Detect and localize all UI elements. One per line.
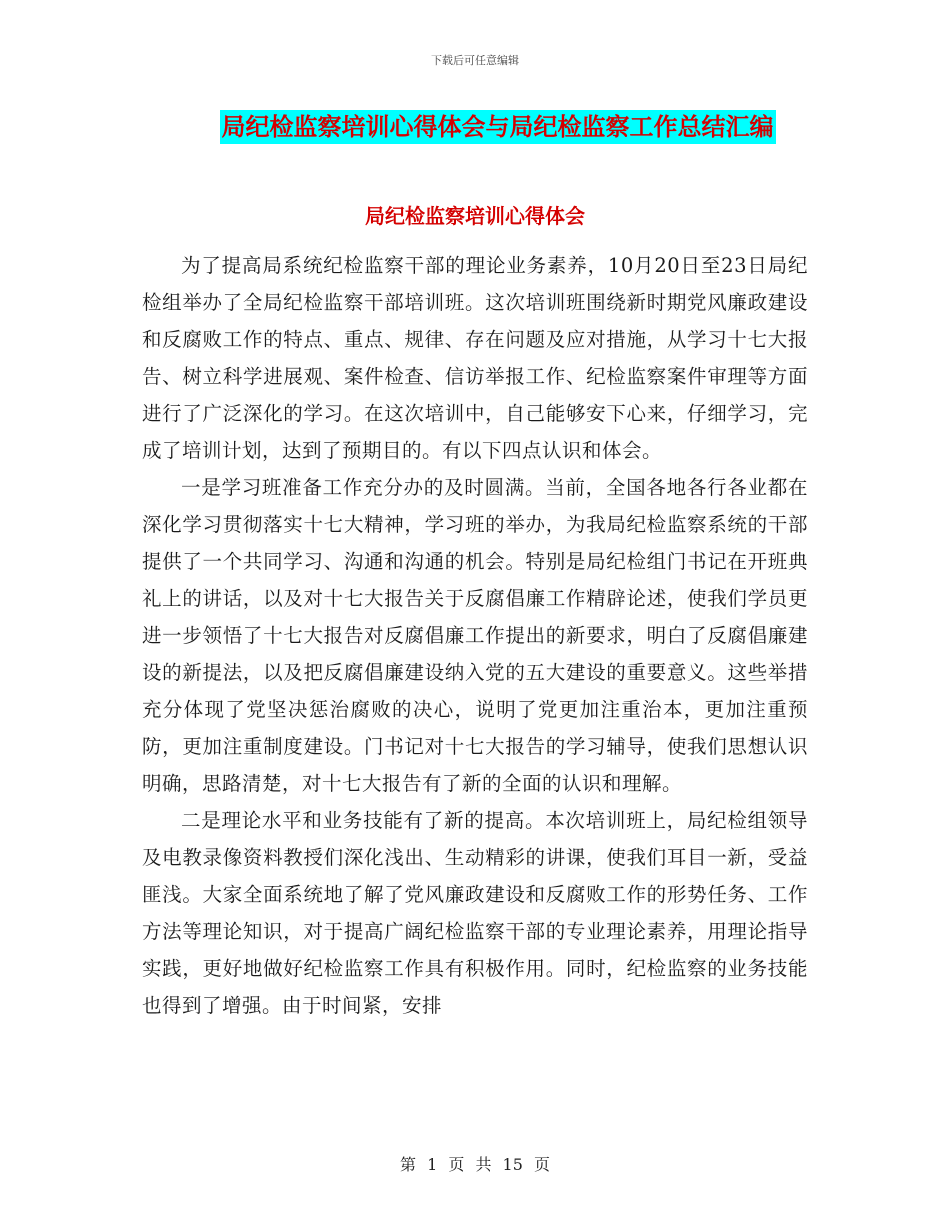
document-body — [142, 247, 808, 1024]
document-title: 局纪检监察培训心得体会与局纪检监察工作总结汇编 — [220, 110, 776, 144]
section-title: 局纪检监察培训心得体会 — [365, 204, 585, 228]
paragraph-3: 二是理论水平和业务技能有了新的提高。本次培训班上，局纪检组领导及电教录像资料教授们深化浅出、生动精彩的讲课，使我们耳目一新，受益匪浅。大家全面系统地了解了党风廉政建设和反腐败工作的形势任务、工作方法等理论知识，对于提高广阔纪检监察干部的专业理论素养，用理论指导实践，更好地做好纪检监察工作具有积极作用。同时，纪检监察的业务技能也得到了增强。由于时间紧，安排 — [142, 809, 808, 1017]
document-title-container — [0, 110, 950, 144]
paragraph-2: 一是学习班准备工作充分办的及时圆满。当前，全国各地各行各业都在深化学习贯彻落实十七大精神，学习班的举办，为我局纪检监察系统的干部提供了一个共同学习、沟通和沟通的机会。特别是局纪检组门书记在开班典礼上的讲话，以及对十七大报告关于反腐倡廉工作精辟论述，使我们学员更进一步领悟了十七大报告对反腐倡廉工作提出的新要求，明白了反腐倡廉建设的新提法，以及把反腐倡廉建设纳入党的五大建设的重要意义。这些举措充分体现了党坚决惩治腐败的决心，说明了党更加注重治本，更加注重预防，更加注重制度建设。门书记对十七大报告的学习辅导，使我们思想认识明确，思路清楚，对十七大报告有了新的全面的认识和理解。 — [142, 476, 808, 795]
page-header-note: 下载后可任意编辑 — [431, 54, 519, 67]
page-footer: 第 1 页 共 15 页 — [400, 1155, 550, 1174]
paragraph-1: 为了提高局系统纪检监察干部的理论业务素养，10月20日至23日局纪检组举办了全局纪检监察干部培训班。这次培训班围绕新时期党风廉政建设和反腐败工作的特点、重点、规律、存在问题及应对措施，从学习十七大报告、树立科学进展观、案件检查、信访举报工作、纪检监察案件审理等方面进行了广泛深化的学习。在这次培训中，自己能够安下心来，仔细学习，完成了培训计划，达到了预期目的。有以下四点认识和体会。 — [142, 254, 808, 462]
